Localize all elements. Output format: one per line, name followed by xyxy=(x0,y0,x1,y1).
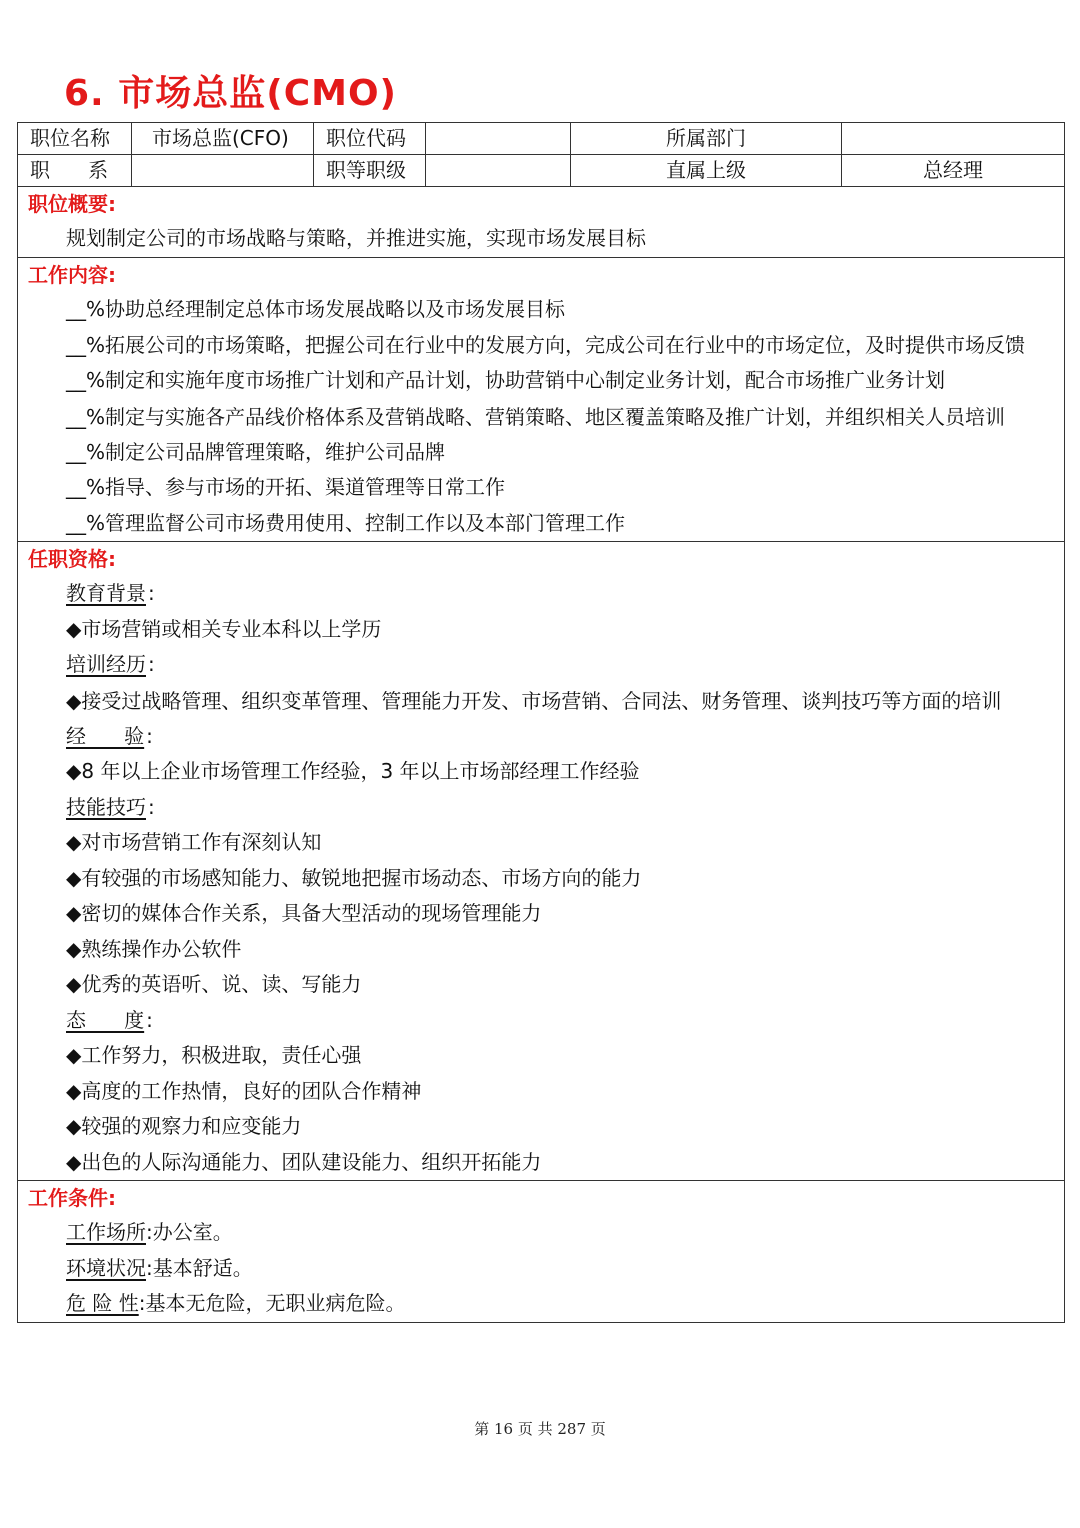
list-item: __%拓展公司的市场策略，把握公司在行业中的发展方向，完成公司在行业中的市场定位，及时提供市场反馈 xyxy=(66,333,1026,357)
summary-text: 规划制定公司的市场战略与策略，并推进实施，实现市场发展目标 xyxy=(66,226,646,250)
summary-cell xyxy=(18,187,1065,258)
list-item: ◆优秀的英语听、说、读、写能力 xyxy=(66,972,362,996)
list-item: __%指导、参与市场的开拓、渠道管理等日常工作 xyxy=(66,475,506,499)
workplace-label: 工作场所 xyxy=(66,1220,146,1244)
condition-item xyxy=(28,1215,1054,1251)
supervisor-value: 总经理 xyxy=(842,155,1065,187)
page-number-footer: 第 16 页 共 287 页 xyxy=(474,1420,606,1438)
heading-colon: : xyxy=(148,581,155,605)
job-family-value xyxy=(132,155,314,187)
department-value xyxy=(842,123,1065,155)
position-code-value xyxy=(426,123,571,155)
experience-heading-line xyxy=(28,719,1054,755)
header-row-1 xyxy=(18,123,1065,155)
list-item: ◆熟练操作办公软件 xyxy=(66,936,242,961)
list-item: __%制定和实施年度市场推广计划和产品计划，协助营销中心制定业务计划，配合市场推广业务计划 xyxy=(66,368,946,392)
heading-colon: : xyxy=(146,1007,153,1032)
conditions-section xyxy=(18,1181,1065,1323)
heading-colon: : xyxy=(148,652,155,676)
list-item: ◆接受过战略管理、组织变革管理、管理能力开发、市场营销、合同法、财务管理、谈判技巧等方面的培训 xyxy=(66,688,1002,713)
list-item: ◆较强的观察力和应变能力 xyxy=(66,1114,302,1138)
risk-label: 危 险 性 xyxy=(66,1291,139,1315)
list-item: __%协助总经理制定总体市场发展战略以及市场发展目标 xyxy=(66,296,566,321)
job-family-label: 职 系 xyxy=(18,155,132,187)
qualifications-cell xyxy=(18,542,1065,1181)
list-item: ◆高度的工作热情，良好的团队合作精神 xyxy=(66,1078,422,1103)
heading-colon: : xyxy=(148,794,155,819)
summary-body xyxy=(18,221,1064,257)
duties-title: 工作内容: xyxy=(28,262,116,287)
experience-heading: 经 验 xyxy=(66,723,145,748)
list-item: ◆工作努力，积极进取，责任心强 xyxy=(66,1043,362,1067)
list-item: ◆对市场营销工作有深刻认知 xyxy=(66,830,322,854)
education-heading: 教育背景 xyxy=(66,581,146,605)
supervisor-label: 直属上级 xyxy=(571,155,842,187)
list-item: __%管理监督公司市场费用使用、控制工作以及本部门管理工作 xyxy=(66,510,626,535)
job-grade-value xyxy=(426,155,571,187)
heading-colon: : xyxy=(146,723,153,748)
condition-item xyxy=(28,1286,1054,1322)
list-item: ◆市场营销或相关专业本科以上学历 xyxy=(66,616,382,641)
environment-label: 环境状况 xyxy=(66,1255,146,1280)
header-row-2 xyxy=(18,155,1065,187)
training-heading-line xyxy=(28,647,1054,683)
training-heading: 培训经历 xyxy=(66,652,146,676)
list-item: __%制定与实施各产品线价格体系及营销战略、营销策略、地区覆盖策略及推广计划，并组织相关人员培训 xyxy=(66,404,1006,429)
workplace-value: :办公室。 xyxy=(146,1220,233,1244)
page-title: 6. 市场总监(CMO) xyxy=(64,73,398,114)
conditions-body xyxy=(18,1215,1064,1322)
list-item: __%制定公司品牌管理策略，维护公司品牌 xyxy=(66,439,446,464)
position-name-value: 市场总监(CFO) xyxy=(132,123,314,155)
duties-cell xyxy=(18,257,1065,542)
summary-title: 职位概要: xyxy=(28,192,116,216)
skills-heading: 技能技巧 xyxy=(66,794,146,819)
education-heading-line xyxy=(28,576,1054,612)
risk-value: :基本无危险，无职业病危险。 xyxy=(138,1291,406,1315)
qualifications-section xyxy=(18,542,1065,1181)
list-item: ◆有较强的市场感知能力、敏锐地把握市场动态、市场方向的能力 xyxy=(66,865,642,890)
condition-item xyxy=(28,1251,1054,1287)
job-grade-label: 职等职级 xyxy=(314,155,426,187)
department-label: 所属部门 xyxy=(571,123,842,155)
position-name-label: 职位名称 xyxy=(18,123,132,155)
duties-section xyxy=(18,257,1065,542)
list-item: ◆密切的媒体合作关系，具备大型活动的现场管理能力 xyxy=(66,901,542,925)
list-item: ◆8 年以上企业市场管理工作经验，3 年以上市场部经理工作经验 xyxy=(66,759,640,783)
conditions-cell xyxy=(18,1181,1065,1323)
attitude-heading-line xyxy=(28,1003,1054,1039)
conditions-title: 工作条件: xyxy=(28,1186,116,1210)
attitude-heading: 态 度 xyxy=(66,1007,145,1032)
position-code-label: 职位代码 xyxy=(314,123,426,155)
job-description-table xyxy=(17,122,1065,1323)
qualifications-title: 任职资格: xyxy=(28,547,116,571)
qualifications-body xyxy=(18,576,1064,1180)
list-item: ◆出色的人际沟通能力、团队建设能力、组织开拓能力 xyxy=(66,1149,542,1174)
summary-section xyxy=(18,187,1065,258)
duties-body xyxy=(18,292,1064,542)
skills-heading-line xyxy=(28,790,1054,826)
environment-value: :基本舒适。 xyxy=(146,1255,253,1280)
